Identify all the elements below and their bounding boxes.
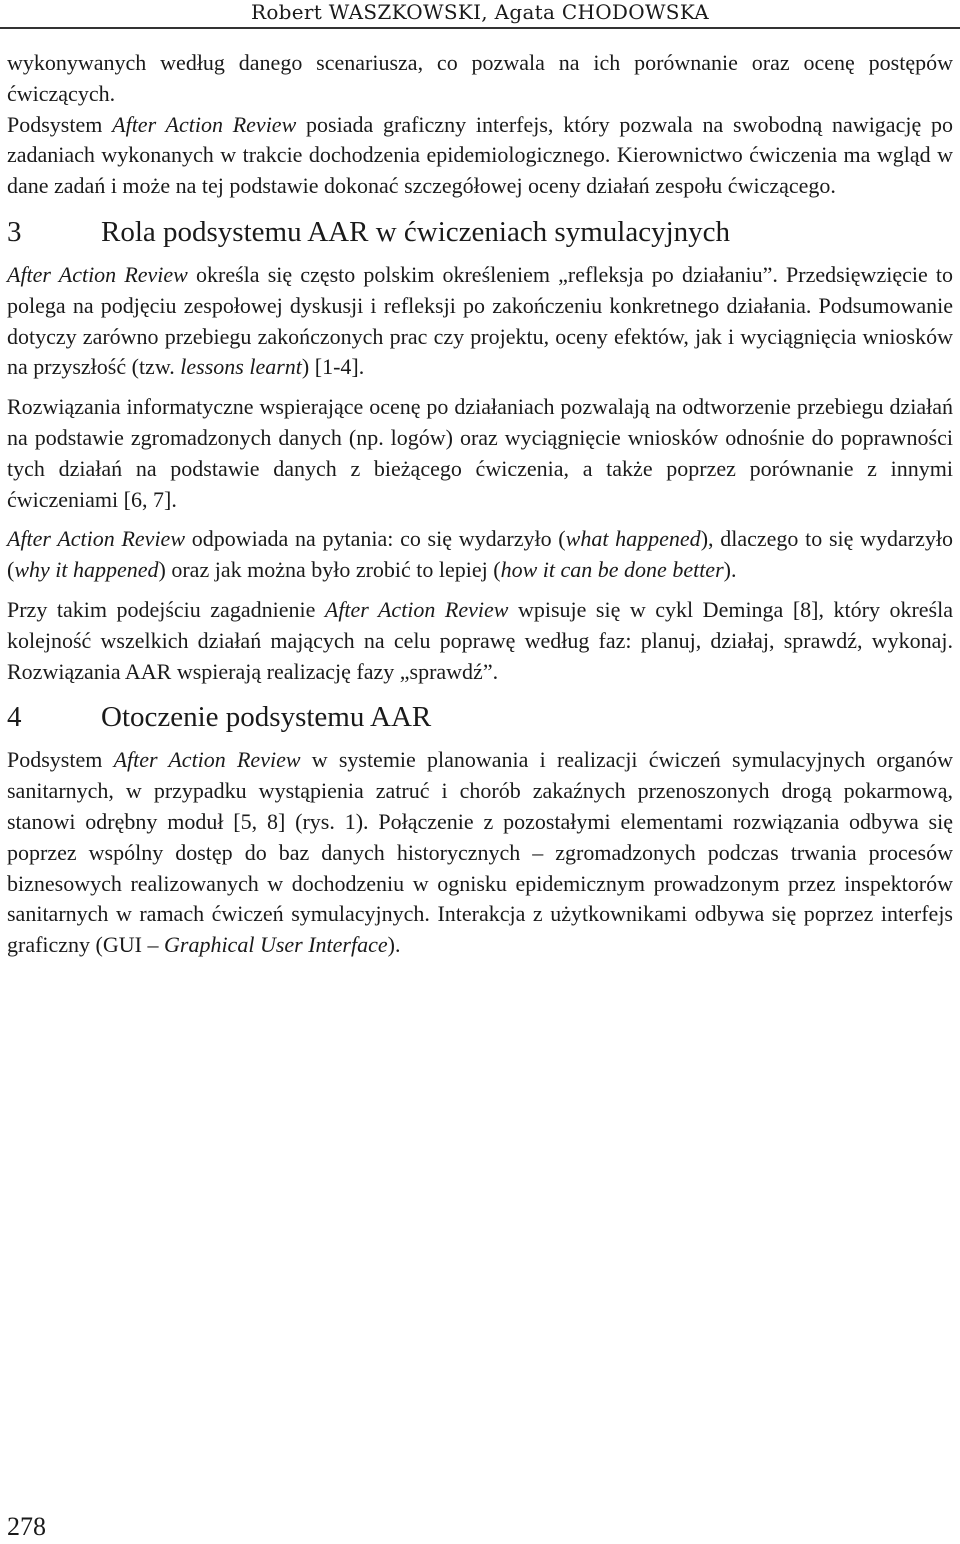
paragraph-aar-questions xyxy=(7,524,953,586)
paragraph-deming-cycle xyxy=(7,595,953,687)
italic-term: After Action Review xyxy=(324,596,509,622)
paragraph-aar-environment xyxy=(7,745,953,961)
text-run: odpowiada na pytania: co się wydarzyło ( xyxy=(185,526,566,552)
text-run: Podsystem xyxy=(7,111,113,137)
italic-term: what happened xyxy=(565,526,701,552)
text-run: ). xyxy=(387,932,401,958)
section-title: Rola podsystemu AAR w ćwiczeniach symulacyjnych xyxy=(101,215,731,248)
text-run: Podsystem xyxy=(7,747,114,773)
section-number: 3 xyxy=(7,215,22,248)
text-run: ) [1-4]. xyxy=(301,354,365,380)
text-run: w systemie planowania i realizacji ćwiczeń symulacyjnych organów sanitarnych, w przypadku wystąpienia zatruć i chorób zakaźnych przenoszonych drogą pokarmową, stanowi odrębny moduł [5, 8] (rys. 1). Połączenie z pozostałymi elementami rozwiązania odbywa się poprzez wspólny dostęp do baz danych historycznych – zgromadzonych podczas trwania procesów biznesowych realizowanych w dochodzeniu w ognisku epidemicznym prowadzonym przez inspektorów sanitarnych w ramach ćwiczeń symulacyjnych. Interakcja z użytkownikami odbywa się poprzez interfejs graficzny (GUI – xyxy=(7,747,953,958)
paragraph-continuation: wykonywanych według danego scenariusza, co pozwala na ich porównanie oraz ocenę postępów ćwiczących. xyxy=(7,50,953,106)
running-header: Robert WASZKOWSKI, Agata CHODOWSKA xyxy=(250,0,709,24)
section-title: Otoczenie podsystemu AAR xyxy=(101,701,432,734)
body-text xyxy=(7,48,953,970)
italic-term: After Action Review xyxy=(7,261,188,287)
text-run: ), dlaczego to się wydarzyło ( xyxy=(7,526,953,583)
text-run: wpisuje się w cykl Deminga [8], który określa kolejność wszelkich działań mających na celu poprawę według faz: planuj, działaj, sprawdź, wykonaj. Rozwiązania AAR wspierają realizację fazy „sprawdź”. xyxy=(7,596,953,684)
italic-term: lessons learnt xyxy=(180,354,302,380)
paragraph-aar-definition xyxy=(7,260,953,383)
page-number: 278 xyxy=(7,1512,46,1541)
italic-term: Graphical User Interface xyxy=(164,932,388,958)
section-heading-4 xyxy=(7,699,953,735)
text-run: ) oraz jak można było zrobić to lepiej ( xyxy=(158,557,501,583)
text-run: określa się często polskim określeniem „refleksja po działaniu”. Przedsięwzięcie to polega na podjęciu zespołowej dyskusji i refleksji po zakończeniu konkretnego działania. Podsumowanie dotyczy zarówno przebiegu zakończonych prac czy projektu, oceny efektów, jak i wyciągnięcia wniosków na przyszłość (tzw. xyxy=(7,261,953,380)
section-heading-3 xyxy=(7,214,953,250)
text-run: Przy takim podejściu zagadnienie xyxy=(7,596,325,622)
italic-term: why it happened xyxy=(14,557,159,583)
italic-term: After Action Review xyxy=(113,747,301,773)
section-number: 4 xyxy=(7,701,22,734)
italic-term: how it can be done better xyxy=(500,557,724,583)
text-run: ). xyxy=(723,557,737,583)
paragraph-it-solutions: Rozwiązania informatyczne wspierające ocenę po działaniach pozwalają na odtworzenie przebiegu działań na podstawie zgromadzonych danych (np. logów) oraz wyciągnięcie wniosków odnośnie do poprawności tych działań na podstawie danych z bieżącego ćwiczenia, a także poprzez porównanie z innymi ćwiczeniami [6, 7]. xyxy=(7,394,953,512)
italic-term: After Action Review xyxy=(7,526,185,552)
header-rule xyxy=(0,27,960,29)
italic-term: After Action Review xyxy=(112,111,297,137)
text-run: posiada graficzny interfejs, który pozwala na swobodną nawigację po zadaniach wykonanych w trakcie dochodzenia epidemiologicznego. Kierownictwo ćwiczenia ma wgląd w dane zadań i może na tej podstawie dokonać szczegółowej oceny działań zespołu ćwiczącego. xyxy=(7,111,953,199)
paragraph-aar-interface xyxy=(7,110,953,202)
